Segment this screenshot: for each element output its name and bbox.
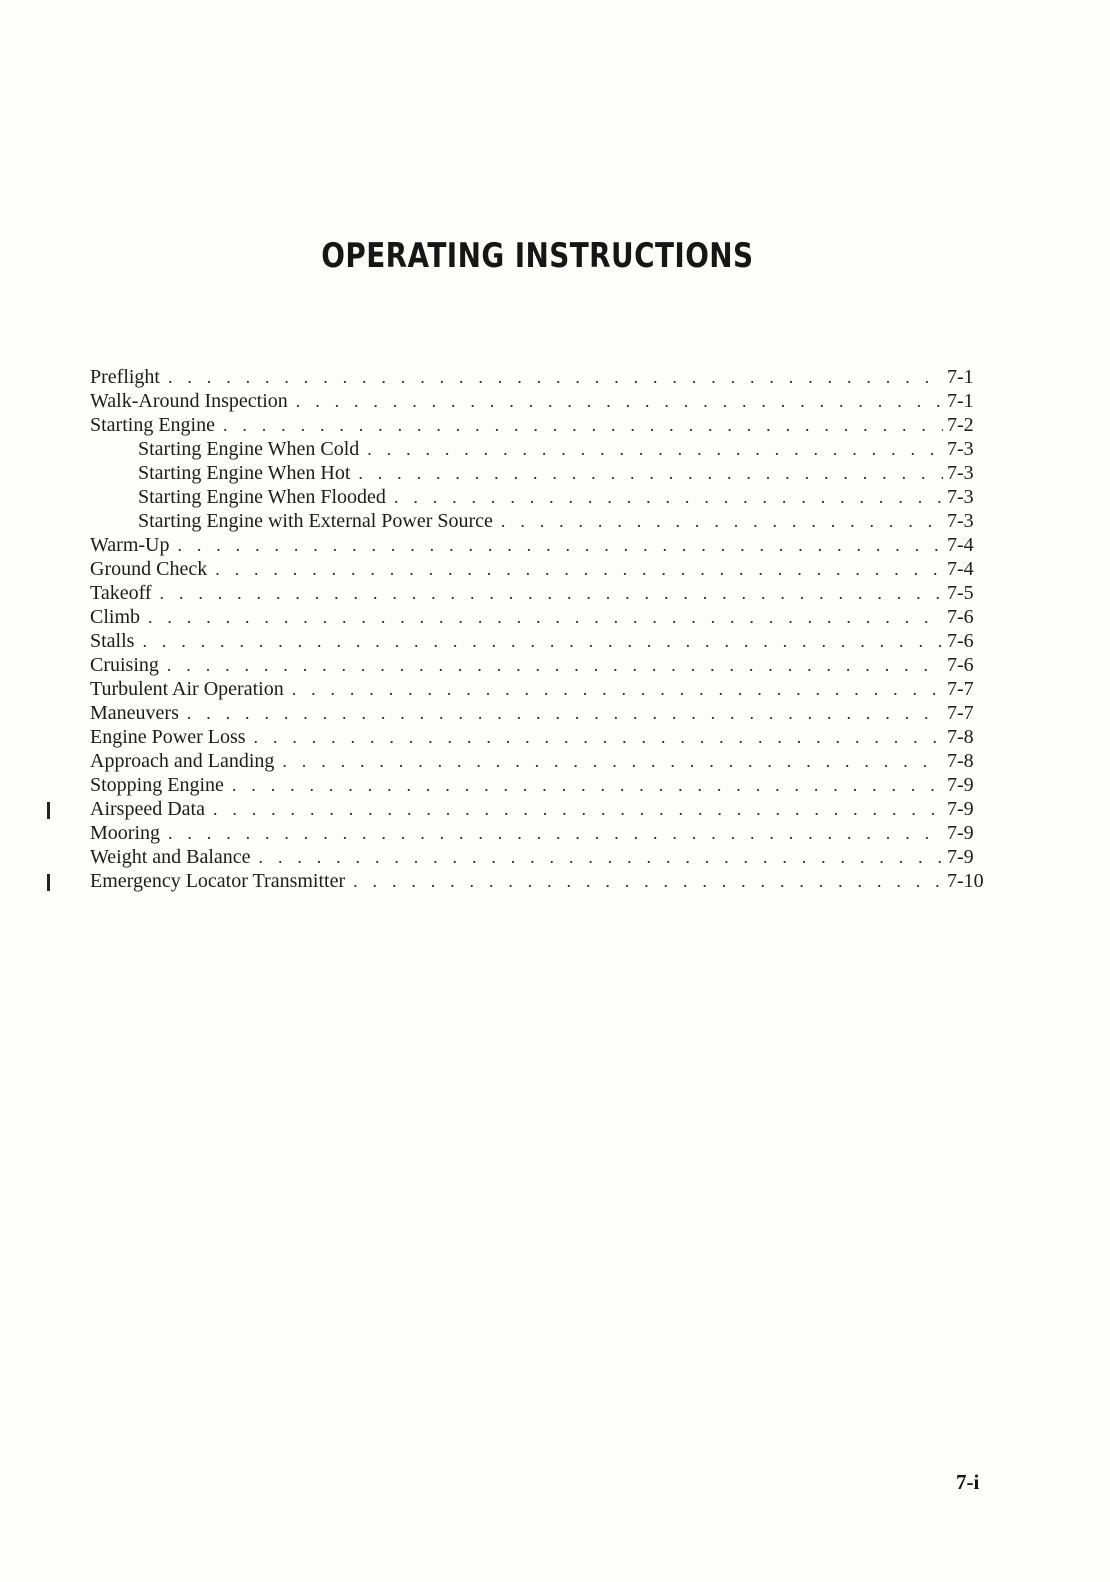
toc-entry[interactable] [90,605,995,629]
dot-leader [168,365,943,389]
toc-entry[interactable] [90,629,995,653]
toc-entry[interactable] [90,821,995,845]
toc-entry[interactable] [90,869,995,893]
toc-entry[interactable] [90,725,995,749]
dot-leader [353,869,943,893]
dot-leader [292,677,943,701]
toc-entry-page: 7-9 [947,798,974,820]
toc-entry-page: 7-5 [947,582,974,604]
toc-entry-page: 7-9 [947,774,974,796]
toc-entry[interactable] [90,797,995,821]
table-of-contents [90,365,995,893]
toc-entry[interactable] [90,653,995,677]
toc-entry-page: 7-3 [947,510,974,532]
toc-entry-page: 7-9 [947,822,974,844]
toc-entry-title: Starting Engine [90,413,223,437]
dot-leader [367,437,943,461]
dot-leader [254,725,943,749]
toc-entry-title: Approach and Landing [90,749,282,773]
toc-entry-title: Preflight [90,365,168,389]
toc-entry-page: 7-3 [947,462,974,484]
dot-leader [160,581,943,605]
toc-entry-title: Ground Check [90,557,215,581]
dot-leader [296,389,943,413]
dot-leader [501,509,943,533]
toc-entry-title: Starting Engine When Flooded [138,485,394,509]
toc-entry-page: 7-3 [947,438,974,460]
page-number: 7-i [956,1470,980,1494]
dot-leader [358,461,943,485]
toc-entry[interactable] [90,365,995,389]
toc-entry-page: 7-9 [947,846,974,868]
toc-entry-page: 7-2 [947,414,974,436]
dot-leader [167,653,943,677]
toc-subentry[interactable] [90,437,995,461]
dot-leader [177,533,943,557]
toc-entry-page: 7-4 [947,558,974,580]
toc-entry-page: 7-6 [947,606,974,628]
toc-entry-title: Maneuvers [90,701,187,725]
toc-entry-page: 7-7 [947,702,974,724]
toc-subentry[interactable] [90,485,995,509]
toc-entry-title: Starting Engine with External Power Source [138,509,501,533]
dot-leader [259,845,943,869]
toc-entry[interactable] [90,701,995,725]
dot-leader [232,773,943,797]
toc-entry-title: Engine Power Loss [90,725,254,749]
toc-entry-title: Warm-Up [90,533,177,557]
toc-entry-title: Stalls [90,629,142,653]
toc-entry-page: 7-4 [947,534,974,556]
toc-entry-page: 7-8 [947,726,974,748]
toc-entry[interactable] [90,773,995,797]
toc-entry[interactable] [90,557,995,581]
toc-entry[interactable] [90,845,995,869]
toc-entry-title: Cruising [90,653,167,677]
toc-entry-title: Mooring [90,821,168,845]
dot-leader [187,701,943,725]
revision-change-bar [47,802,50,819]
toc-entry-title: Walk-Around Inspection [90,389,296,413]
dot-leader [142,629,943,653]
dot-leader [148,605,943,629]
dot-leader [213,797,943,821]
toc-entry-title: Stopping Engine [90,773,232,797]
toc-subentry[interactable] [90,461,995,485]
toc-entry-title: Starting Engine When Hot [138,461,358,485]
dot-leader [223,413,943,437]
toc-entry-title: Starting Engine When Cold [138,437,367,461]
toc-entry[interactable] [90,581,995,605]
toc-entry-title: Weight and Balance [90,845,259,869]
toc-entry-page: 7-8 [947,750,974,772]
toc-entry[interactable] [90,413,995,437]
toc-entry[interactable] [90,749,995,773]
toc-entry-title: Emergency Locator Transmitter [90,869,353,893]
toc-entry-page: 7-7 [947,678,974,700]
toc-entry-page: 7-10 [947,870,984,892]
toc-entry-title: Airspeed Data [90,797,213,821]
toc-entry-page: 7-3 [947,486,974,508]
toc-entry-title: Climb [90,605,148,629]
toc-entry[interactable] [90,389,995,413]
toc-subentry[interactable] [90,509,995,533]
toc-entry-title: Takeoff [90,581,160,605]
dot-leader [215,557,943,581]
dot-leader [282,749,943,773]
revision-change-bar [47,874,50,891]
toc-entry-title: Turbulent Air Operation [90,677,292,701]
toc-entry[interactable] [90,533,995,557]
dot-leader [168,821,943,845]
dot-leader [394,485,943,509]
toc-entry-page: 7-1 [947,390,974,412]
page-title: OPERATING INSTRUCTIONS [321,236,754,276]
toc-entry-page: 7-6 [947,630,974,652]
toc-entry-page: 7-1 [947,366,974,388]
toc-entry[interactable] [90,677,995,701]
toc-entry-page: 7-6 [947,654,974,676]
